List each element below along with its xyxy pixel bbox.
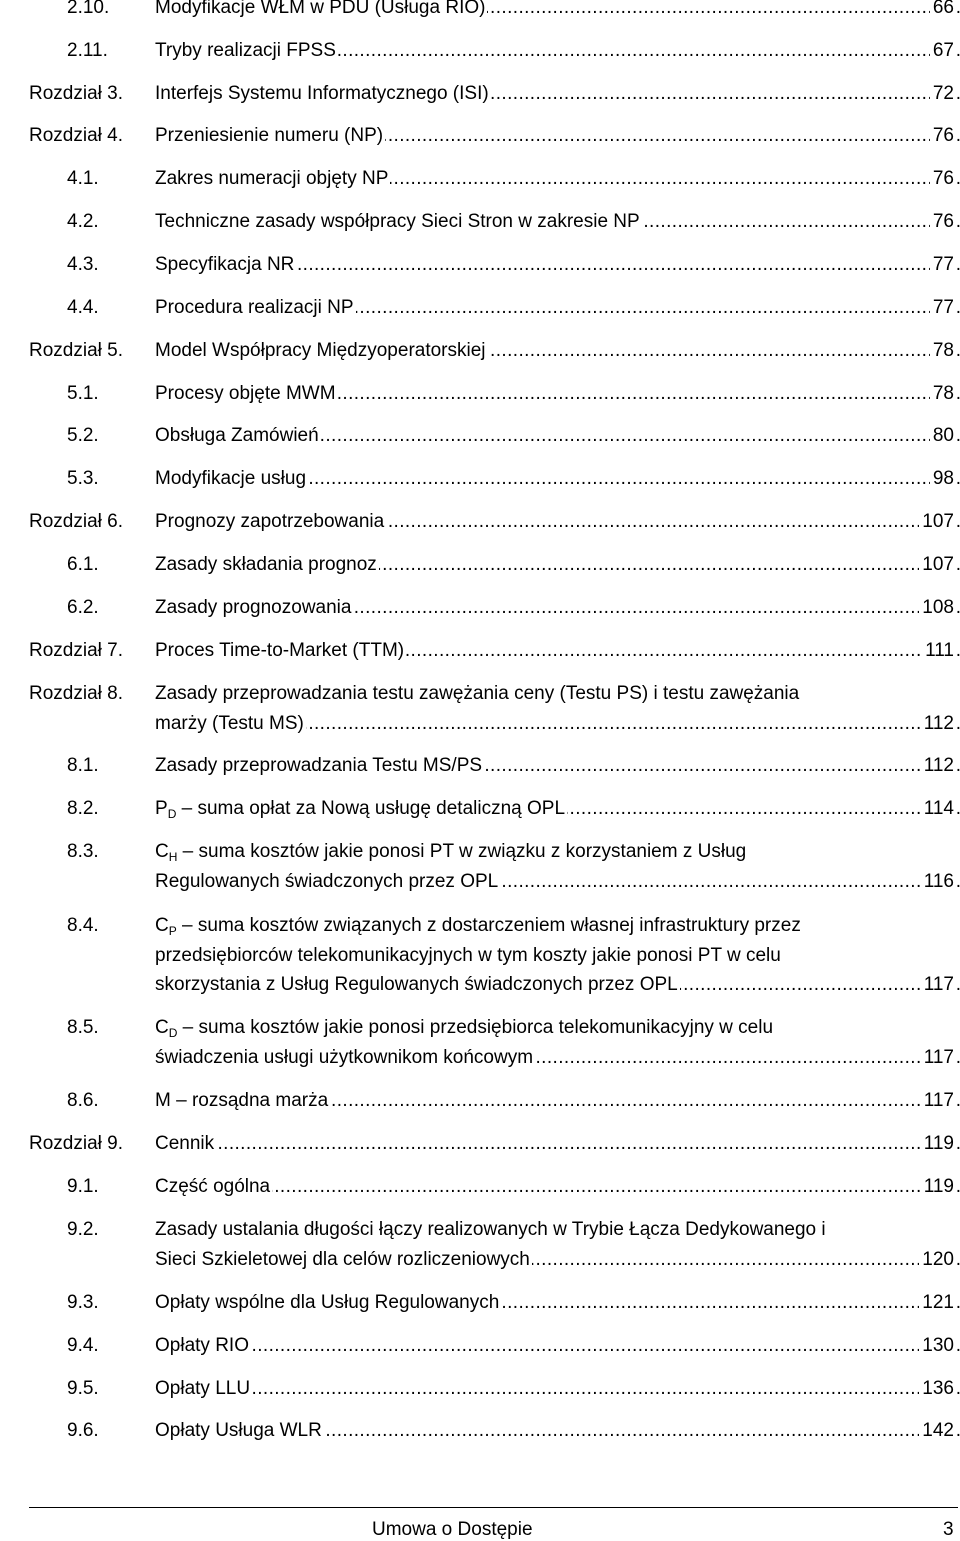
toc-entry-page-number: 112 [921,751,954,781]
toc-entry-page-number: 107 [919,507,954,537]
toc-entry-title-text: przedsiębiorców telekomunikacyjnych w tym koszty jakie ponosi PT w celu [155,944,781,966]
toc-entry-number: 4.1. [67,168,99,189]
footer-page-number: 3 [943,1519,954,1540]
formula-subscript: D [167,807,177,821]
toc-entry-title [155,751,960,781]
formula-subscript: P [168,924,177,938]
toc-entry-page-number: 114 [921,794,954,824]
toc-entry-title-line [155,751,960,781]
footer-document-title: Umowa o Dostępie [372,1519,533,1540]
toc-entry-page-number: 116 [921,867,954,897]
toc-entry-title [155,164,960,194]
toc-entry-title [155,911,960,1000]
toc-entry-title-text: – suma opłat za Nową usługę detaliczną OPL [176,798,566,819]
toc-entry-title-line [155,1043,960,1073]
toc-entry-number: 8.2. [67,798,99,819]
toc-entry-title-line [155,1129,960,1159]
toc-entry-title [155,593,960,623]
toc-entry-title-text: Opłaty RIO [155,1335,249,1356]
toc-entry-page-number: 117 [921,970,954,1000]
toc-entry-number: 8.1. [67,755,99,776]
toc-entry-title-line [155,709,960,739]
toc-entry-title-line [155,507,960,537]
toc-entry-title-text: Techniczne zasady współpracy Sieci Stron w zakresie NP [155,211,640,232]
toc-entry-page-number: 120 [919,1245,954,1275]
toc-entry-page-number: 111 [922,636,954,666]
toc-entry-page-number: 66 [930,0,954,23]
toc-entry-title-line [155,1215,960,1245]
toc-entry-title-line [155,1331,960,1361]
toc-entry-title [155,1086,960,1116]
toc-entry-title-line [155,464,960,494]
toc-entry-number: 9.2. [67,1219,99,1240]
toc-entry-title-text: Opłaty Usługa WLR [155,1420,322,1441]
toc-entry-title [155,1172,960,1202]
toc-entry-page-number: 119 [921,1172,954,1202]
toc-entry-title-line [155,1288,960,1318]
toc-entry-number: 8.5. [67,1017,99,1038]
toc-entry-title-line [155,1416,960,1446]
toc-entry-number: 9.4. [67,1335,99,1356]
toc-entry-title [155,679,960,738]
toc-entry-title [155,837,960,896]
toc-entry-title [155,1215,960,1274]
toc-entry-title-line [155,79,960,109]
toc-entry-number: Rozdział 8. [29,683,123,704]
toc-entry-page-number: 107 [919,550,954,580]
formula-symbol: P [155,798,168,819]
toc-entry-number: 4.3. [67,254,99,275]
toc-entry-title-line [155,164,960,194]
toc-entry-title-text: – suma kosztów jakie ponosi przedsiębiorca telekomunikacyjny w celu [177,1017,774,1038]
toc-entry-title-line [155,36,960,66]
toc-entry-number: 5.3. [67,468,99,489]
formula-symbol: C [155,841,169,862]
toc-entry-title-line [155,250,960,280]
toc-entry-title [155,293,960,323]
toc-entry-title [155,336,960,366]
toc-entry-title-text: Opłaty LLU [155,1378,251,1399]
toc-entry-title-text: Przeniesienie numeru (NP) [155,125,384,146]
toc-entry-page-number: 117 [921,1043,954,1073]
toc-entry-number: 2.11. [67,40,108,61]
toc-entry-title-line [155,1013,960,1043]
toc-entry-page-number: 80 [930,421,954,451]
toc-entry-number: Rozdział 6. [29,511,123,532]
toc-entry-number: 6.1. [67,554,99,575]
toc-entry-title-text: M – rozsądna marża [155,1090,329,1111]
toc-entry-title-text: Sieci Szkieletowej dla celów rozliczeniowych [155,1248,530,1270]
toc-entry-title-text: Tryby realizacji FPSS [155,40,336,61]
toc-entry-title-text: Regulowanych świadczonych przez OPL [155,870,499,892]
toc-entry-page-number: 112 [921,709,954,739]
toc-entry-title [155,1416,960,1446]
toc-entry-title-line [155,679,960,709]
toc-entry-title-line [155,421,960,451]
toc-entry-page-number: 119 [921,1129,954,1159]
toc-entry-number: 8.3. [67,841,99,862]
toc-entry-title [155,1013,960,1072]
formula-symbol: C [155,1017,169,1038]
toc-entry-title-text: Zasady przeprowadzania Testu MS/PS [155,755,483,776]
toc-entry-title-line [155,941,960,971]
toc-entry-title [155,421,960,451]
toc-entry-title-text: Procesy objęte MWM [155,383,336,404]
toc-entry-number: Rozdział 3. [29,83,123,104]
toc-entry-number: Rozdział 7. [29,640,123,661]
toc-entry-title-line [155,593,960,623]
toc-entry-number: 6.2. [67,597,99,618]
toc-entry-title-line [155,1086,960,1116]
toc-entry-title-text: Cennik [155,1133,215,1154]
toc-entry-title [155,250,960,280]
toc-entry-title-line [155,970,960,1000]
toc-entry-number: 9.1. [67,1176,99,1197]
footer-divider [29,1507,958,1508]
toc-entry-title [155,636,960,666]
toc-entry-title-text: Zasady ustalania długości łączy realizowanych w Trybie Łącza Dedykowanego i [155,1219,826,1240]
formula-symbol: C [155,915,169,936]
toc-entry-title [155,507,960,537]
toc-entry-page-number: 76 [930,121,954,151]
toc-entry-title-line [155,867,960,897]
toc-entry-title-text: – suma kosztów jakie ponosi PT w związku z korzystaniem z Usług [177,841,747,862]
toc-entry-title [155,1129,960,1159]
toc-entry-title-line [155,911,960,941]
toc-entry-page-number: 136 [919,1374,954,1404]
toc-entry-title [155,794,960,824]
toc-entry-title-text: Prognozy zapotrzebowania [155,511,385,532]
toc-entry-title [155,0,960,23]
toc-entry-title-text: marży (Testu MS) [155,712,304,734]
toc-entry-page-number: 78 [930,379,954,409]
toc-entry-page-number: 76 [930,164,954,194]
toc-entry-title-text: Zakres numeracji objęty NP [155,168,389,189]
toc-entry-title-line [155,636,960,666]
toc-entry-title [155,121,960,151]
toc-entry-page-number: 67 [930,36,954,66]
toc-entry-number: 4.4. [67,297,99,318]
toc-entry-title-line [155,379,960,409]
toc-entry-title-line [155,1245,960,1275]
toc-entry-page-number: 77 [930,250,954,280]
toc-entry-page-number: 108 [919,593,954,623]
toc-entry-title-text: Opłaty wspólne dla Usług Regulowanych [155,1292,500,1313]
toc-entry-title-text: Obsługa Zamówień [155,425,319,446]
formula-subscript: H [168,850,178,864]
toc-entry-number: 9.6. [67,1420,99,1441]
toc-entry-number: Rozdział 4. [29,125,123,146]
toc-entry-title [155,1374,960,1404]
toc-entry-title-text: Zasady przeprowadzania testu zawężania ceny (Testu PS) i testu zawężania [155,683,800,704]
toc-entry-number: 9.3. [67,1292,99,1313]
toc-entry-title-line [155,794,960,824]
toc-entry-title [155,79,960,109]
toc-entry-title-line [155,837,960,867]
toc-entry-title-text: Zasady składania prognoz [155,554,377,575]
toc-entry-title [155,550,960,580]
toc-entry-page-number: 121 [919,1288,954,1318]
toc-entry-page-number: 78 [930,336,954,366]
toc-entry-title-text: Model Współpracy Międzyoperatorskiej [155,340,486,361]
toc-entry-title-line [155,121,960,151]
toc-entry-page-number: 72 [930,79,954,109]
toc-entry-number: Rozdział 5. [29,340,123,361]
toc-entry-title-text: Proces Time-to-Market (TTM) [155,640,405,661]
toc-entry-title-line [155,293,960,323]
toc-entry-title [155,464,960,494]
toc-entry-title-text: Specyfikacja NR [155,254,295,275]
toc-entry-title-text: Modyfikacje usług [155,468,307,489]
toc-entry-number: 9.5. [67,1378,99,1399]
formula-subscript: D [168,1026,178,1040]
toc-entry-number: 8.6. [67,1090,99,1111]
toc-entry-number: 5.2. [67,425,99,446]
toc-entry-title-text: Modyfikacje WŁM w PDU (Usługa RIO) [155,0,486,18]
toc-entry-title-text: – suma kosztów związanych z dostarczeniem własnej infrastruktury przez [176,915,801,936]
toc-entry-page-number: 77 [930,293,954,323]
toc-entry-number: 5.1. [67,383,99,404]
toc-entry-title-line [155,550,960,580]
toc-entry-title-text: Interfejs Systemu Informatycznego (ISI) [155,83,489,104]
toc-entry-page-number: 130 [919,1331,954,1361]
toc-entry-number: 4.2. [67,211,99,232]
toc-entry-title [155,1331,960,1361]
toc-entry-title-line [155,1172,960,1202]
toc-entry-number: 8.4. [67,915,99,936]
toc-entry-title-line [155,207,960,237]
toc-entry-title-text: Procedura realizacji NP [155,297,354,318]
toc-entry-title [155,1288,960,1318]
toc-entry-page-number: 98 [930,464,954,494]
toc-entry-page-number: 117 [921,1086,954,1116]
toc-entry-title-text: skorzystania z Usług Regulowanych świadczonych przez OPL [155,974,678,995]
toc-entry-title-text: Część ogólna [155,1176,271,1197]
toc-entry-title [155,207,960,237]
toc-entry-number: Rozdział 9. [29,1133,123,1154]
toc-entry-title-line [155,0,960,23]
toc-entry-title-line [155,1374,960,1404]
toc-entry-page-number: 142 [919,1416,954,1446]
toc-entry-title [155,36,960,66]
toc-entry-title-line [155,336,960,366]
toc-entry-number: 2.10. [67,0,110,18]
toc-entry-title-text: Zasady prognozowania [155,597,352,618]
toc-entry-title [155,379,960,409]
toc-entry-title-text: świadczenia usługi użytkownikom końcowym [155,1046,534,1068]
toc-entry-page-number: 76 [930,207,954,237]
